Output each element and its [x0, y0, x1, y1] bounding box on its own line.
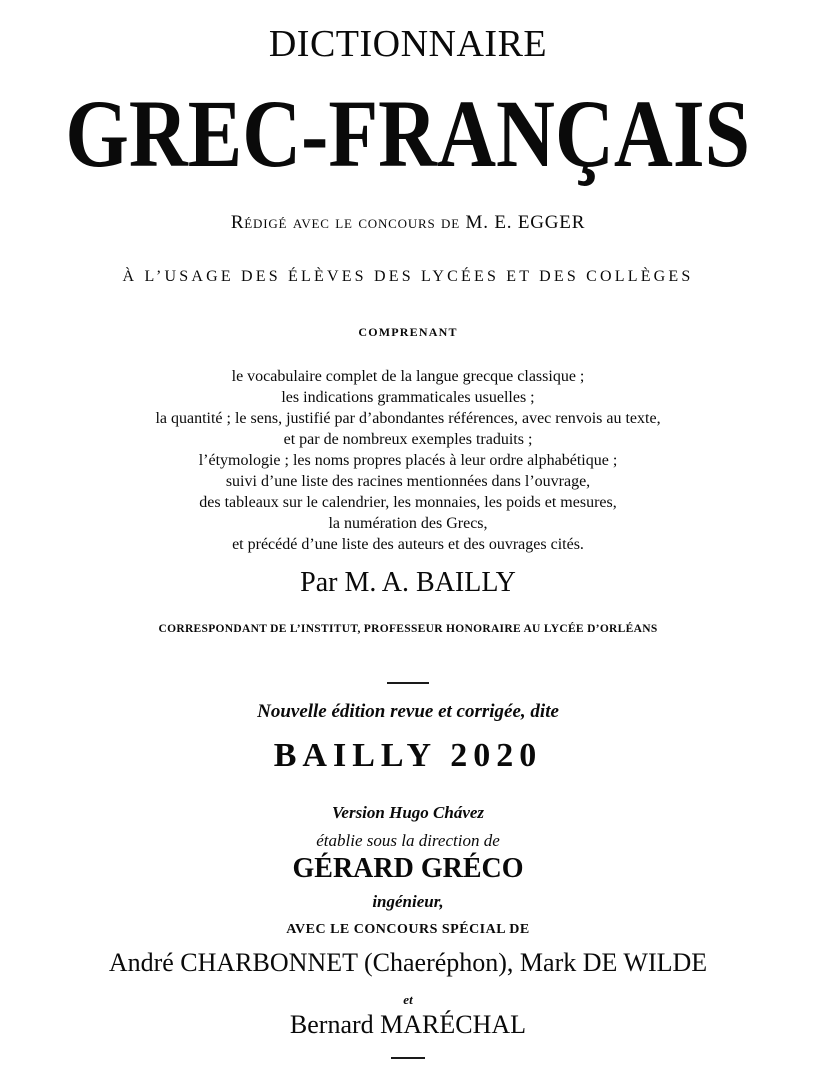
contents-line: et par de nombreux exemples traduits ; — [283, 431, 533, 448]
main-title-text: GREC-FRANÇAIS — [65, 80, 751, 187]
collaborator-name: Bernard MARÉCHAL — [289, 1010, 527, 1039]
edition-name: BAILLY 2020 — [273, 737, 543, 774]
section-divider — [387, 682, 429, 684]
contents-line: la quantité ; le sens, justifié par d’abondantes références, avec renvois au texte, — [155, 410, 661, 427]
contents-line: suivi d’une liste des racines mentionnées dans l’ouvrage, — [225, 473, 591, 490]
contents-description — [0, 366, 816, 555]
collaboration-note: AVEC LE CONCOURS SPÉCIAL DE — [286, 922, 530, 937]
director-title: ingénieur, — [372, 892, 444, 911]
main-title — [0, 80, 816, 187]
collaborators-line: André CHARBONNET (Chaeréphon), Mark DE WILDE — [108, 948, 708, 977]
direction-note: établie sous la direction de — [316, 831, 500, 850]
series-title: DICTIONNAIRE — [268, 23, 548, 65]
contents-line: le vocabulaire complet de la langue grecque classique ; — [231, 368, 585, 385]
director-name: GÉRARD GRÉCO — [292, 853, 524, 884]
audience-line: À L’USAGE DES ÉLÈVES DES LYCÉES ET DES COLLÈGES — [122, 268, 694, 285]
version-note: Version Hugo Chávez — [331, 803, 485, 822]
section-divider — [391, 1057, 425, 1059]
contents-line: l’étymologie ; les noms propres placés à leur ordre alphabétique ; — [198, 452, 618, 469]
credit-line: Rédigé avec le concours de M. E. EGGER — [230, 212, 586, 233]
edition-note: Nouvelle édition revue et corrigée, dite — [257, 701, 559, 722]
author-titles: CORRESPONDANT DE L’INSTITUT, PROFESSEUR HONORAIRE AU LYCÉE D’ORLÉANS — [158, 623, 658, 635]
contents-line: la numération des Grecs, — [328, 515, 488, 532]
conjunction-et: et — [403, 992, 413, 1007]
comprenant-label: COMPRENANT — [358, 325, 458, 339]
contents-line: des tableaux sur le calendrier, les monnaies, les poids et mesures, — [199, 494, 617, 511]
author-byline: Par M. A. BAILLY — [300, 567, 516, 598]
contents-line: et précédé d’une liste des auteurs et des ouvrages cités. — [232, 536, 584, 553]
contents-line: les indications grammaticales usuelles ; — [281, 389, 535, 406]
